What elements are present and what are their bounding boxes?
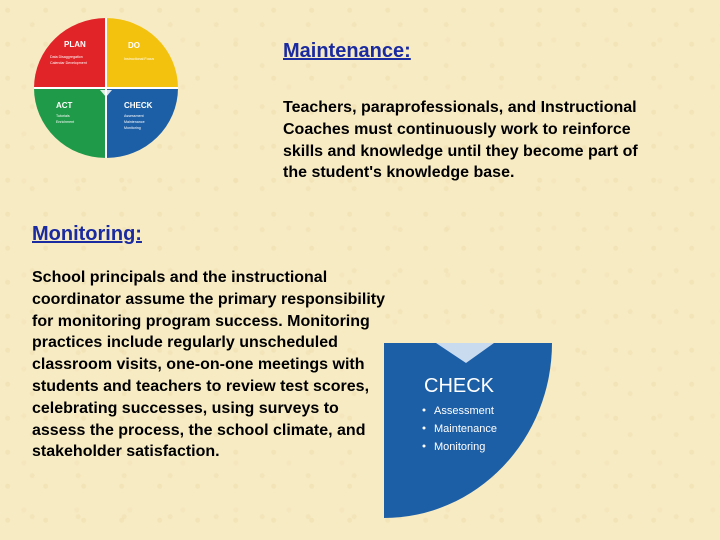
check-item: Maintenance: [124, 120, 145, 124]
plan-quadrant: [34, 18, 106, 88]
do-item: Instructional Focus: [124, 57, 155, 61]
act-title: ACT: [56, 101, 73, 110]
check-panel: [384, 343, 552, 518]
check-title: CHECK: [124, 101, 153, 110]
check-panel-item: Maintenance: [434, 423, 497, 435]
do-title: DO: [128, 41, 140, 50]
check-panel-item: Assessment: [434, 405, 494, 417]
check-panel-title: CHECK: [424, 375, 495, 397]
check-item: Monitoring: [124, 126, 141, 130]
act-item: Enrichment: [56, 120, 75, 124]
plan-item: Data Disaggregation: [50, 55, 83, 59]
monitoring-heading: Monitoring:: [32, 223, 142, 245]
maintenance-heading: Maintenance:: [283, 40, 411, 62]
monitoring-body: School principals and the instructional coordinator assume the primary responsibility for monitoring program success. Monitoring practices include regularly unscheduled classroom visits, one-on-one meetings with students and teachers to review test scores, celebrating successes, using surveys to assess the process, the school climate, and stakeholder satisfaction.: [32, 269, 385, 461]
check-item: Assessment: [124, 114, 144, 118]
plan-item: Calendar Development: [50, 61, 87, 65]
do-quadrant: [106, 18, 178, 88]
pdca-cycle-diagram: [34, 18, 178, 158]
check-panel-item: Monitoring: [434, 441, 486, 453]
maintenance-body: Teachers, paraprofessionals, and Instructional Coaches must continuously work to reinforce skills and knowledge until they become part of the student's knowledge base.: [283, 99, 638, 182]
plan-title: PLAN: [64, 40, 86, 49]
act-item: Tutorials: [56, 114, 70, 118]
